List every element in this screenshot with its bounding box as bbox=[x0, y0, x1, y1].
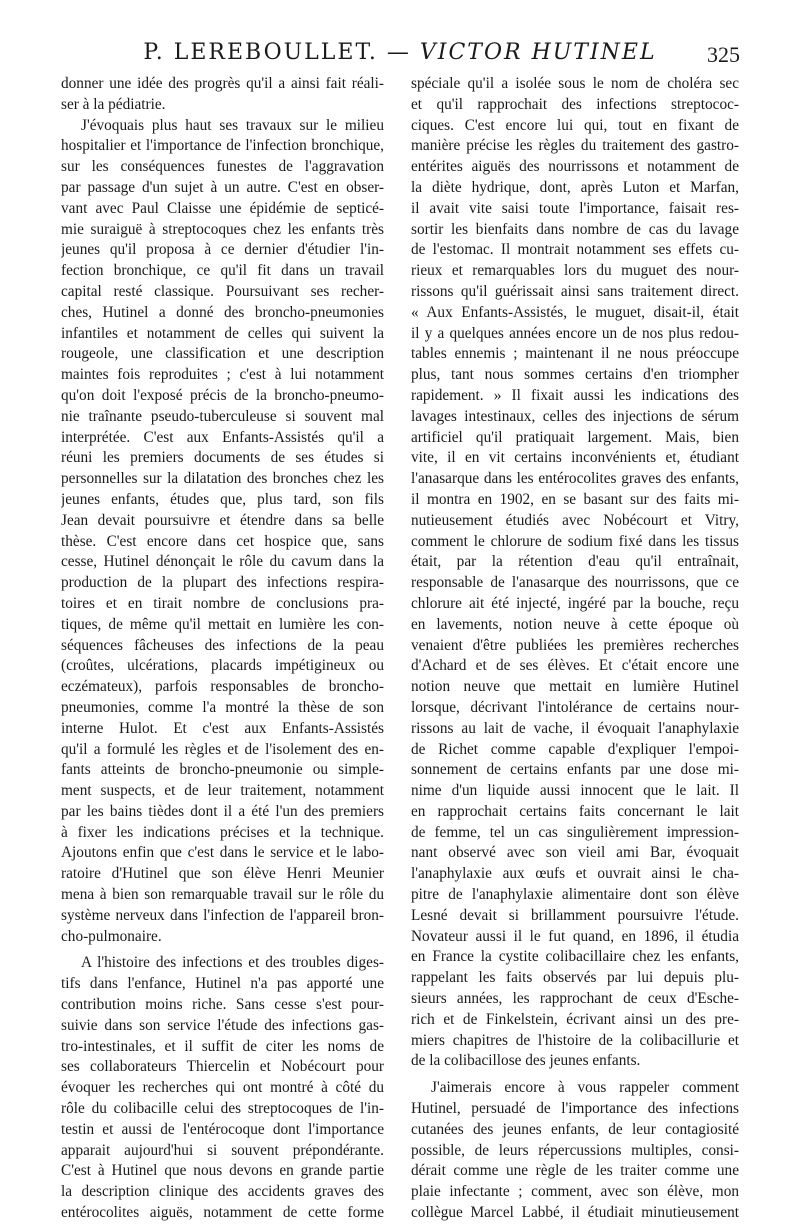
text-line: ment suspects, et de leur traitement, notamment bbox=[61, 782, 384, 800]
text-line: nutieusement étudiés avec Nobécourt et Vitry, bbox=[411, 511, 739, 529]
text-line: contribution moins riche. Sans cesse s'est pour- bbox=[61, 996, 384, 1014]
text-line: rissons qu'il guérissait ainsi sans traitement direct. bbox=[411, 282, 739, 300]
text-line: par passage d'un sujet à un autre. C'est en obser- bbox=[61, 178, 384, 196]
text-line: à fixer les indications précises et la technique. bbox=[61, 823, 384, 841]
left-column bbox=[61, 74, 384, 1224]
text-line: réuni les premiers documents de ses études si bbox=[61, 449, 384, 467]
text-line: en lavements, notion neuve à cette époque où bbox=[411, 615, 739, 633]
text-line: rieux et remarquables lors du muguet des nour- bbox=[411, 262, 739, 280]
text-line: sieurs années, les rapprochant de ceux d'Esche- bbox=[411, 990, 739, 1008]
text-line: cutanées des jeunes enfants, de leur contagiosité bbox=[411, 1120, 739, 1138]
text-line: interne Hulot. Et c'est aux Enfants-Assistés bbox=[61, 719, 384, 737]
text-line: pitre de l'anaphylaxie alimentaire dont son élève bbox=[411, 886, 739, 904]
text-line: personnelles sur la dilatation des bronches chez les bbox=[61, 470, 384, 488]
text-line: nant observé avec son vieil ami Bar, évoquait bbox=[411, 844, 739, 862]
text-line: eczémateux), parfois responsables de broncho- bbox=[61, 678, 384, 696]
text-line: tables ennemis ; maintenant il ne nous préoccupe bbox=[411, 345, 739, 363]
text-line: (croûtes, ulcérations, placards impétigineux ou bbox=[61, 657, 384, 675]
text-line: rich et de Finkelstein, écrivant ainsi un des pre- bbox=[411, 1010, 739, 1028]
header-author: P. LEREBOULLET. bbox=[143, 40, 378, 65]
running-head bbox=[60, 40, 740, 74]
text-line: tifs dans l'enfance, Hutinel n'a pas apporté une bbox=[61, 975, 384, 993]
header-dash: — bbox=[377, 40, 420, 65]
text-line: Lesné devait si brillamment poursuivre l'étude. bbox=[411, 906, 739, 924]
text-line: sortir les bienfaits dans nombre de cas du lavage bbox=[411, 220, 739, 238]
text-line: entérites aiguës des nourrissons et notamment de bbox=[411, 158, 739, 176]
text-line: A l'histoire des infections et des troubles diges- bbox=[81, 954, 384, 972]
text-line: nie traînante pseudo-tuberculeuse si souvent mal bbox=[61, 407, 384, 425]
text-line: capital resté classique. Poursuivant ses recher- bbox=[61, 282, 384, 300]
text-line: maintes fois reproduites ; c'est à lui notamment bbox=[61, 366, 384, 384]
text-line: miers chapitres de l'histoire de la colibacillurie et bbox=[411, 1031, 739, 1049]
text-line: hospitalier et l'importance de l'infection bronchique, bbox=[61, 137, 384, 155]
text-line: fants atteints de broncho-pneumonie ou simple- bbox=[61, 761, 384, 779]
text-line: responsable de l'anasarque des nourrissons, que ce bbox=[411, 574, 739, 592]
text-line: vant avec Paul Claisse une épidémie de septicé- bbox=[61, 199, 384, 217]
text-line: en France la cystite colibacillaire chez les enfants, bbox=[411, 948, 739, 966]
text-line: ser à la pédiatrie. bbox=[61, 95, 166, 113]
text-line: tro-intestinales, et il suffit de citer les noms de bbox=[61, 1037, 384, 1055]
text-line: rôle du colibacille celui des streptocoques de l'in- bbox=[61, 1100, 384, 1118]
text-line: spéciale qu'il a isolée sous le nom de choléra sec bbox=[411, 75, 739, 92]
text-line: qu'on doit l'exposé précis de la broncho-pneumo- bbox=[61, 386, 384, 404]
text-line: jeunes enfants, études que, plus tard, son fils bbox=[61, 490, 384, 508]
text-line: production de la plupart des infections respira- bbox=[61, 574, 384, 592]
text-line: évoquer les recherches qui ont montré à côté du bbox=[61, 1079, 384, 1097]
text-line: comment le chlorure de sodium fixé dans les tissus bbox=[411, 532, 739, 550]
text-line: la diète hydrique, dont, après Luton et Marfan, bbox=[411, 178, 739, 196]
text-line: possible, de leurs répercussions multiples, consi- bbox=[411, 1141, 739, 1159]
text-line: Ajoutons enfin que c'est dans le service et le labo- bbox=[61, 844, 384, 862]
text-line: infantiles et notamment de celles qui suivent la bbox=[61, 324, 384, 342]
text-line: cesse, Hutinel dénonçait le rôle du cavum dans la bbox=[61, 553, 384, 571]
text-line: et qu'il rapprochait des infections streptococ- bbox=[411, 95, 739, 113]
text-line: cho-pulmonaire. bbox=[61, 927, 162, 945]
text-line: artificiel qu'il pratiquait largement. Mais, bien bbox=[411, 428, 739, 446]
text-line: apparait aujourd'hui si souvent prépondérante. bbox=[61, 1141, 384, 1159]
text-line: de la colibacillose des jeunes enfants. bbox=[411, 1052, 641, 1070]
text-line: suivie dans son service l'étude des infections gas- bbox=[61, 1016, 384, 1034]
text-line: rissons au lait de vache, il évoquait l'anaphylaxie bbox=[411, 719, 739, 737]
text-line: manière précise les règles du traitement des gastro- bbox=[411, 137, 739, 155]
text-line: interprétée. C'est aux Enfants-Assistés qu'il a bbox=[61, 428, 384, 446]
text-line: « Aux Enfants-Assistés, le muguet, disait-il, était bbox=[411, 303, 739, 321]
text-line: par les bains tièdes dont il a été l'un des premiers bbox=[61, 802, 384, 820]
text-line: rougeole, une classification et une description bbox=[61, 345, 384, 363]
text-line: Novateur aussi il le fut quand, en 1896, il étudia bbox=[411, 927, 739, 945]
text-line: d'Achard et de ses élèves. Et c'était encore une bbox=[411, 657, 739, 675]
text-line: donner une idée des progrès qu'il a ainsi fait réali- bbox=[61, 75, 384, 92]
text-line: lorsque, décrivant l'intolérance de certains nour- bbox=[411, 698, 739, 716]
text-line: sur les conséquences funestes de l'aggravation bbox=[61, 158, 384, 176]
text-line: ses collaborateurs Thiercelin et Nobécourt pour bbox=[61, 1058, 384, 1076]
text-line: entérocolites aiguës, notamment de cette forme bbox=[61, 1204, 384, 1222]
text-line: de femme, tel un cas singulièrement impression- bbox=[411, 823, 739, 841]
text-line: plus, tant nous sommes certains d'en triompher bbox=[411, 366, 739, 384]
text-line: ches, Hutinel a donné des broncho-pneumonies bbox=[61, 303, 384, 321]
text-line: vite, il en vit certains inconvénients et, étudiant bbox=[411, 449, 739, 467]
running-title bbox=[60, 40, 740, 65]
text-line: nime d'un liquide aussi innocent que le lait. Il bbox=[411, 782, 739, 800]
text-line: système nerveux dans l'infection de l'appareil bron- bbox=[61, 906, 384, 924]
text-line: venaient d'être publiées les premières recherches bbox=[411, 636, 739, 654]
text-line: l'anasarque dans les entérocolites graves des enfants, bbox=[411, 470, 739, 488]
text-line: toires et en tirait nombre de conclusions pra- bbox=[61, 594, 384, 612]
text-line: rappelant les faits observés par lui depuis plu- bbox=[411, 969, 739, 987]
text-line: était, par la rétention d'eau qu'il entraînait, bbox=[411, 553, 739, 571]
text-line: J'évoquais plus haut ses travaux sur le milieu bbox=[81, 116, 384, 134]
text-line: ciques. C'est encore lui qui, tout en fixant de bbox=[411, 116, 739, 134]
text-line: C'est à Hutinel que nous devons en grande partie bbox=[61, 1162, 384, 1180]
text-line: qu'il a formulé les règles et de l'isolement des en- bbox=[61, 740, 384, 758]
text-line: mie suraiguë à streptocoques chez les enfants très bbox=[61, 220, 384, 238]
text-line: chlorure ait été injecté, ingéré par la bouche, reçu bbox=[411, 594, 739, 612]
text-line: plaie infectante ; comment, avec son élève, mon bbox=[411, 1183, 739, 1201]
text-line: mena à bien son remarquable travail sur le rôle du bbox=[61, 886, 384, 904]
text-line: ratoire d'Hutinel que son élève Henri Meunier bbox=[61, 865, 384, 883]
text-line: sonnement de certains enfants par une dose mi- bbox=[411, 761, 739, 779]
text-line: il montra en 1902, en se basant sur des faits mi- bbox=[411, 490, 739, 508]
text-line: l'anaphylaxie aux œufs et ouvrait ainsi le cha- bbox=[411, 865, 739, 883]
text-line: il y a quelques années encore un de nos plus redou- bbox=[411, 324, 739, 342]
text-line: thèse. C'est encore dans cet hospice que, sans bbox=[61, 532, 384, 550]
text-line: notion neuve que mettait en lumière Hutinel bbox=[411, 678, 739, 696]
text-line: collègue Marcel Labbé, il étudiait minutieusement bbox=[411, 1204, 739, 1222]
text-line: il avait vite saisi toute l'importance, faisait res- bbox=[411, 199, 739, 217]
text-line: testin et aussi de l'entérocoque dont l'importance bbox=[61, 1120, 384, 1138]
text-line: pneumonies, comme l'a montré la thèse de son bbox=[61, 698, 384, 716]
text-line: lavages intestinaux, celles des injections de sérum bbox=[411, 407, 739, 425]
right-column bbox=[411, 74, 739, 1224]
text-line: tiques, de même qu'il mettait en lumière les con- bbox=[61, 615, 384, 633]
text-line: dérait comme une règle de les traiter comme une bbox=[411, 1162, 739, 1180]
text-line: fection bronchique, ce qu'il fit dans un travail bbox=[61, 262, 384, 280]
text-line: Hutinel, persuadé de l'importance des infections bbox=[411, 1100, 739, 1118]
text-line: en rapprochait certains faits concernant le lait bbox=[411, 802, 739, 820]
text-line: de l'estomac. Il montrait notamment ses effets cu- bbox=[411, 241, 739, 259]
page-number: 325 bbox=[707, 42, 740, 67]
text-line: jeunes qu'il proposa à ce dernier d'étudier l'in- bbox=[61, 241, 384, 259]
text-line: Jean devait poursuivre et étendre dans sa belle bbox=[61, 511, 384, 529]
text-line: séquences fâcheuses des infections de la peau bbox=[61, 636, 384, 654]
header-subject: VICTOR HUTINEL bbox=[419, 40, 657, 65]
text-line: la description clinique des accidents graves des bbox=[61, 1183, 384, 1201]
text-line: J'aimerais encore à vous rappeler comment bbox=[431, 1079, 739, 1097]
text-line: de Richet comme capable d'expliquer l'empoi- bbox=[411, 740, 739, 758]
text-line: rapidement. » Il fixait aussi les indications des bbox=[411, 386, 739, 404]
